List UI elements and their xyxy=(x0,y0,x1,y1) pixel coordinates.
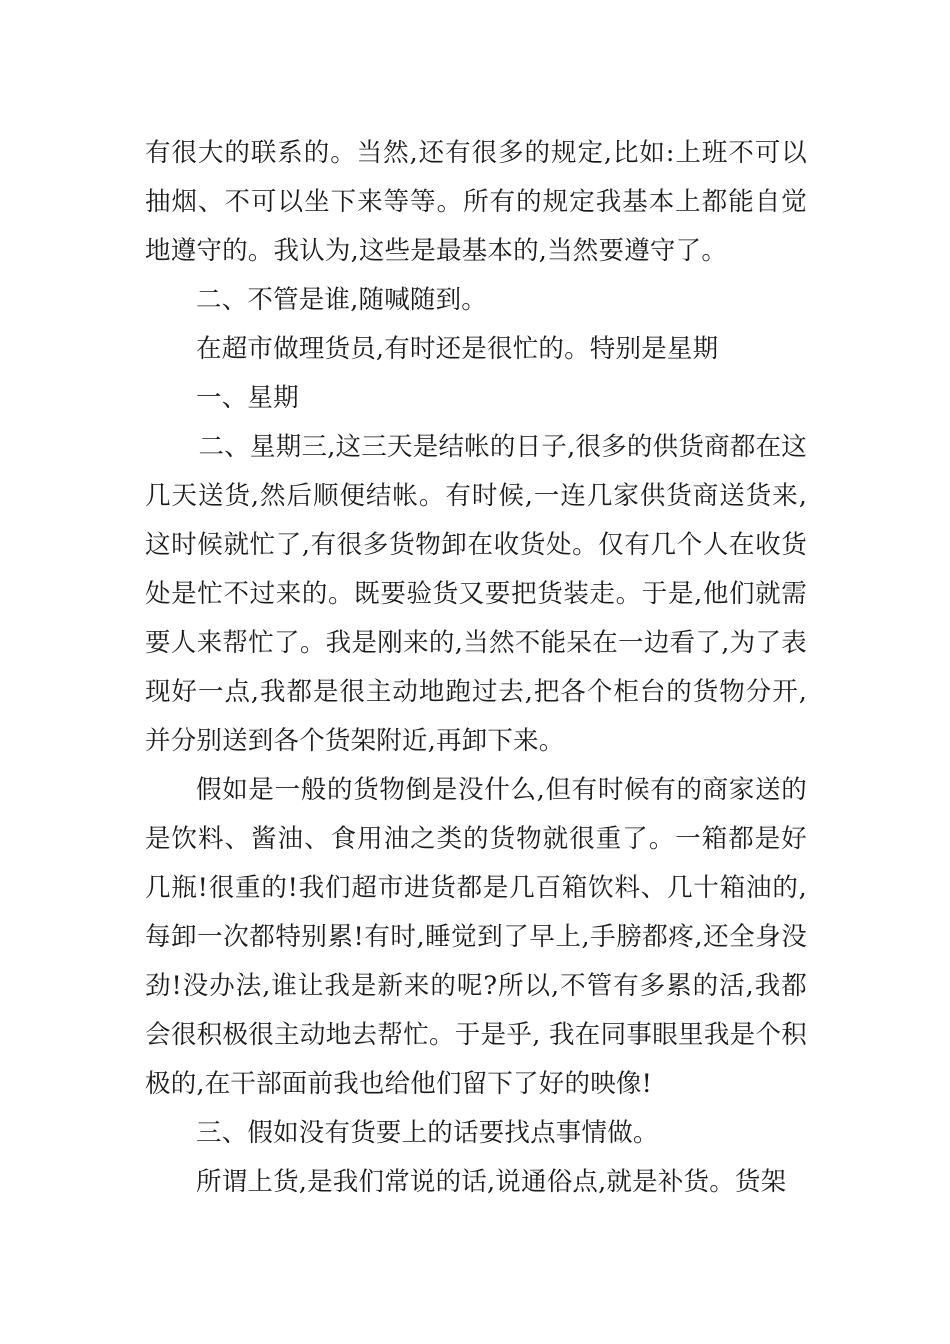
paragraph-busy-intro: 在超市做理货员,有时还是很忙的。特别是星期 xyxy=(196,334,719,364)
paragraph-rules-continued: 有很大的联系的。当然,还有很多的规定,比如:上班不可以抽烟、不可以坐下来等等。所有的规定我基本上都能自觉地遵守的。我认为,这些是最基本的,当然要遵守了。 xyxy=(145,138,807,266)
paragraph-settlement-days: 二、星期三,这三天是结帐的日子,很多的供货商都在这几天送货,然后顺便结帐。有时候,一连几家供货商送货来,这时候就忙了,有很多货物卸在收货处。仅有几个人在收货处是忙不过来的。既要验货又要把货装走。于是,他们就需要人来帮忙了。我是刚来的,当然不能呆在一边看了,为了表现好一点,我都是很主动地跑过去,把各个柜台的货物分开,并分别送到各个货架附近,再卸下来。 xyxy=(145,432,807,756)
heading-section-two: 二、不管是谁,随喊随到。 xyxy=(196,285,488,315)
paragraph-heavy-goods: 假如是一般的货物倒是没什么,但有时候有的商家送的是饮料、酱油、食用油之类的货物就很重了。一箱都是好几瓶!很重的!我们超市进货都是几百箱饮料、几十箱油的,每卸一次都特别累!有时,睡觉到了早上,手膀都疼,还全身没劲!没办法,谁让我是新来的呢?所以,不管有多累的活,我都会很积极很主动地去帮忙。于是乎, 我在同事眼里我是个积极的,在干部面前我也给他们留下了好的映像! xyxy=(145,775,807,1099)
paragraph-weekday-one: 一、星期 xyxy=(196,383,299,413)
paragraph-restocking: 所谓上货,是我们常说的话,说通俗点,就是补货。货架 xyxy=(196,1167,787,1197)
document-page xyxy=(145,129,807,1207)
heading-section-three: 三、假如没有货要上的话要找点事情做。 xyxy=(196,1118,659,1148)
